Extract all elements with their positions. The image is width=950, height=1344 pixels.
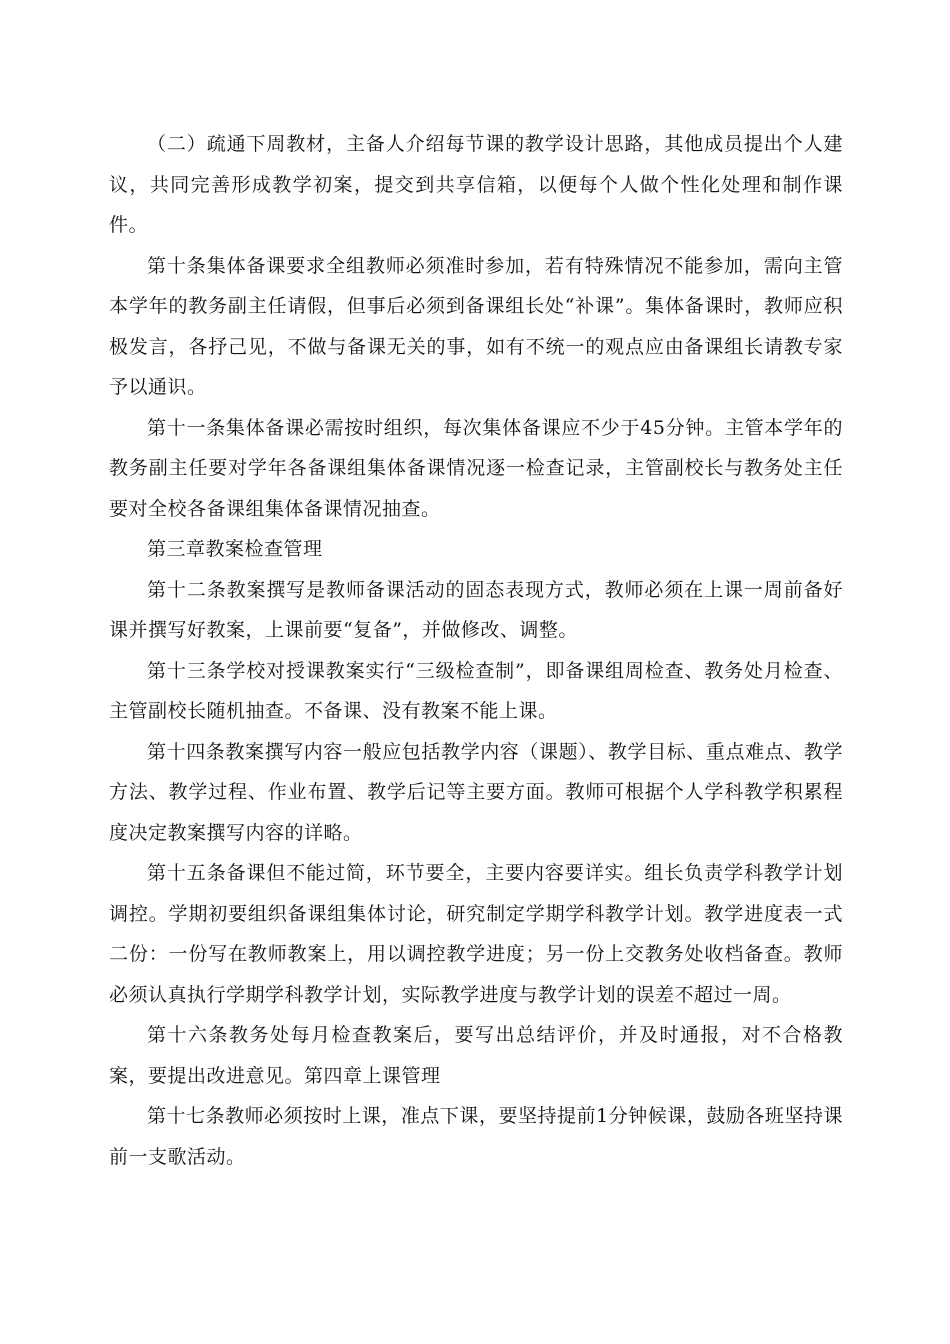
paragraph-2: 第十条集体备课要求全组教师必须准时参加，若有特殊情况不能参加，需向主管本学年的教务副主任请假，但事后必须到备课组长处“补课”。集体备课时，教师应积极发言，各抒己见，不做与备课无关的事，如有不统一的观点应由备课组长请教专家予以通识。 xyxy=(109,254,843,398)
paragraph-5: 第十二条教案撰写是教师备课活动的固态表现方式，教师必须在上课一周前备好课并撰写好教案，上课前要“复备”，并做修改、调整。 xyxy=(109,578,843,641)
paragraph-7: 第十四条教案撰写内容一般应包括教学内容（课题）、教学目标、重点难点、教学方法、教学过程、作业布置、教学后记等主要方面。教师可根据个人学科教学积累程度决定教案撰写内容的详略。 xyxy=(109,740,843,844)
paragraph-9: 第十六条教务处每月检查教案后，要写出总结评价，并及时通报，对不合格教案，要提出改进意见。第四章上课管理 xyxy=(109,1024,843,1087)
paragraph-3: 第十一条集体备课必需按时组织，每次集体备课应不少于45分钟。主管本学年的教务副主任要对学年各备课组集体备课情况逐一检查记录，主管副校长与教务处主任要对全校各备课组集体备课情况抽查。 xyxy=(109,416,843,520)
paragraph-10: 第十七条教师必须按时上课，准点下课，要坚持提前1分钟候课，鼓励各班坚持课前一支歌活动。 xyxy=(109,1105,843,1168)
paragraph-1: （二）疏通下周教材，主备人介绍每节课的教学设计思路，其他成员提出个人建议，共同完善形成教学初案，提交到共享信箱，以便每个人做个性化处理和制作课件。 xyxy=(109,133,843,236)
document-body xyxy=(109,124,843,1177)
chapter-heading-3: 第三章教案检查管理 xyxy=(147,538,323,560)
paragraph-8: 第十五条备课但不能过简，环节要全，主要内容要详实。组长负责学科教学计划调控。学期初要组织备课组集体讨论，研究制定学期学科教学计划。教学进度表一式二份：一份写在教师教案上，用以调控教学进度；另一份上交教务处收档备查。教师必须认真执行学期学科教学计划，实际教学进度与教学计划的误差不超过一周。 xyxy=(109,862,843,1006)
paragraph-6: 第十三条学校对授课教案实行“三级检查制”，即备课组周检查、教务处月检查、主管副校长随机抽查。不备课、没有教案不能上课。 xyxy=(109,659,843,722)
